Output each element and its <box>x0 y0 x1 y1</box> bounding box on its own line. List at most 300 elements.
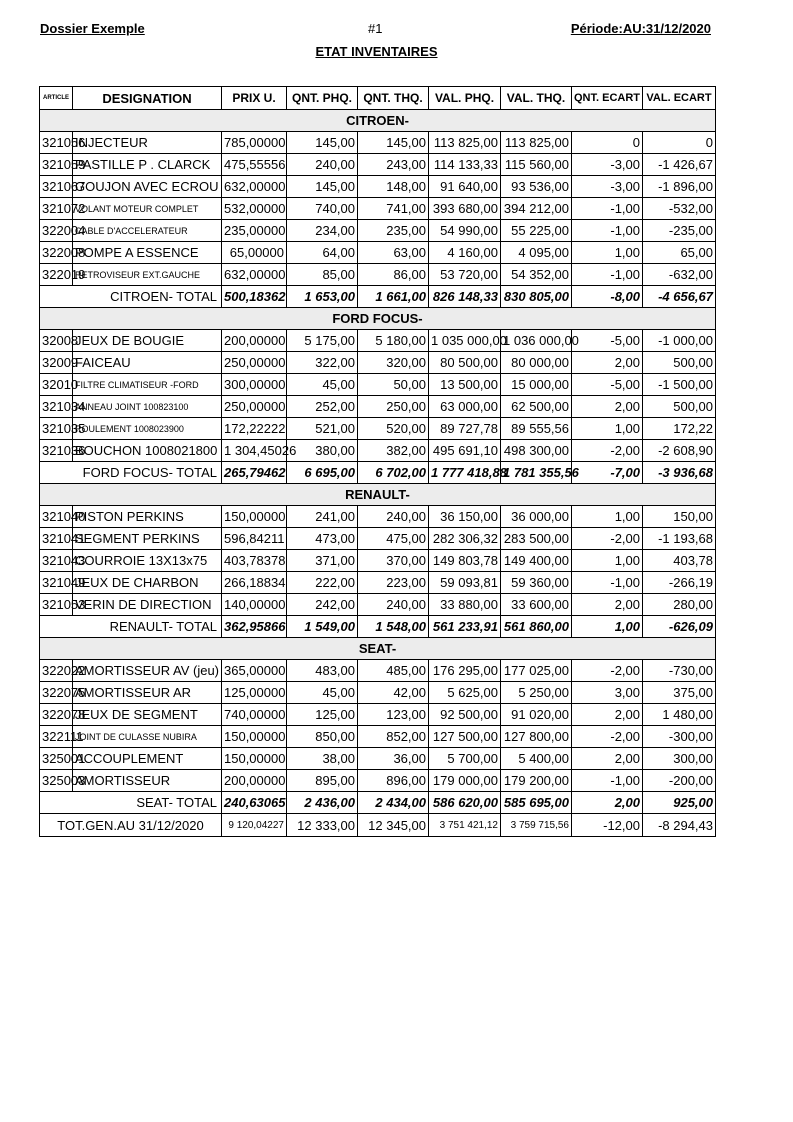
article-code: 321040 <box>40 506 73 528</box>
cell-val-thq: 283 500,00 <box>501 528 572 550</box>
group-total-row <box>40 462 716 484</box>
cell-qnt-ecart: -1,00 <box>572 264 643 286</box>
article-code: 321035 <box>40 418 73 440</box>
article-code: 32010 <box>40 374 73 396</box>
cell-qnt-phq: 45,00 <box>287 374 358 396</box>
table-row <box>40 176 716 198</box>
group-header-row <box>40 484 716 506</box>
cell-val-thq: 1 036 000,00 <box>501 330 572 352</box>
cell-val-thq: 115 560,00 <box>501 154 572 176</box>
cell-val-thq: 59 360,00 <box>501 572 572 594</box>
cell-val-ecart: -1 193,68 <box>643 528 716 550</box>
total-qnt-thq: 2 434,00 <box>358 792 429 814</box>
group-name: FORD FOCUS- <box>40 308 716 330</box>
total-val-ecart: -3 936,68 <box>643 462 716 484</box>
cell-qnt-thq: 5 180,00 <box>358 330 429 352</box>
total-val-thq: 1 781 355,56 <box>501 462 572 484</box>
cell-qnt-phq: 242,00 <box>287 594 358 616</box>
cell-prix: 403,78378 <box>222 550 287 572</box>
cell-prix: 300,00000 <box>222 374 287 396</box>
cell-qnt-thq: 485,00 <box>358 660 429 682</box>
grand-total-val-phq: 3 751 421,12 <box>429 814 501 837</box>
total-qnt-thq: 1 661,00 <box>358 286 429 308</box>
cell-prix: 125,00000 <box>222 682 287 704</box>
cell-val-phq: 127 500,00 <box>429 726 501 748</box>
designation-cell: JEUX DE SEGMENT <box>73 704 222 726</box>
cell-val-thq: 15 000,00 <box>501 374 572 396</box>
cell-qnt-ecart: 2,00 <box>572 594 643 616</box>
article-code: 321067 <box>40 176 73 198</box>
cell-val-thq: 127 800,00 <box>501 726 572 748</box>
cell-qnt-phq: 234,00 <box>287 220 358 242</box>
cell-qnt-ecart: 0 <box>572 132 643 154</box>
cell-val-ecart: -200,00 <box>643 770 716 792</box>
designation-cell: ANNEAU JOINT 100823100 <box>73 396 222 418</box>
cell-val-ecart: 65,00 <box>643 242 716 264</box>
total-val-thq: 585 695,00 <box>501 792 572 814</box>
cell-prix: 200,00000 <box>222 770 287 792</box>
cell-qnt-phq: 145,00 <box>287 176 358 198</box>
period-label: Période:AU:31/12/2020 <box>570 21 711 36</box>
grand-total-row <box>40 814 716 837</box>
table-row <box>40 132 716 154</box>
cell-val-thq: 177 025,00 <box>501 660 572 682</box>
designation-cell: JOINT DE CULASSE NUBIRA <box>73 726 222 748</box>
cell-val-thq: 33 600,00 <box>501 594 572 616</box>
cell-prix: 475,55556 <box>222 154 287 176</box>
designation-cell: AMORTISSEUR <box>73 770 222 792</box>
cell-val-thq: 54 352,00 <box>501 264 572 286</box>
cell-prix: 596,84211 <box>222 528 287 550</box>
cell-qnt-thq: 382,00 <box>358 440 429 462</box>
cell-qnt-ecart: -2,00 <box>572 660 643 682</box>
total-prix: 362,95866 <box>222 616 287 638</box>
cell-val-ecart: -2 608,90 <box>643 440 716 462</box>
cell-prix: 632,00000 <box>222 176 287 198</box>
article-code: 321059 <box>40 154 73 176</box>
article-code: 322008 <box>40 242 73 264</box>
cell-val-ecart: -235,00 <box>643 220 716 242</box>
table-row <box>40 374 716 396</box>
cell-val-phq: 59 093,81 <box>429 572 501 594</box>
total-qnt-phq: 6 695,00 <box>287 462 358 484</box>
designation-cell: RETROVISEUR EXT.GAUCHE <box>73 264 222 286</box>
cell-prix: 65,00000 <box>222 242 287 264</box>
designation-cell: PISTON PERKINS <box>73 506 222 528</box>
cell-val-thq: 93 536,00 <box>501 176 572 198</box>
cell-val-phq: 63 000,00 <box>429 396 501 418</box>
table-row <box>40 396 716 418</box>
article-code: 322004 <box>40 220 73 242</box>
cell-qnt-ecart: -3,00 <box>572 154 643 176</box>
cell-prix: 1 304,45026 <box>222 440 287 462</box>
cell-val-phq: 92 500,00 <box>429 704 501 726</box>
article-code: 32008 <box>40 330 73 352</box>
article-code: 322078 <box>40 704 73 726</box>
article-code: 325003 <box>40 770 73 792</box>
cell-qnt-ecart: -2,00 <box>572 440 643 462</box>
grand-total-prix: 9 120,04227 <box>222 814 287 837</box>
cell-qnt-thq: 42,00 <box>358 682 429 704</box>
cell-qnt-ecart: -2,00 <box>572 528 643 550</box>
total-qnt-ecart: 1,00 <box>572 616 643 638</box>
article-code: 322111 <box>40 726 73 748</box>
cell-qnt-phq: 895,00 <box>287 770 358 792</box>
total-prix: 240,63065 <box>222 792 287 814</box>
group-name: CITROEN- <box>40 110 716 132</box>
cell-qnt-ecart: 1,00 <box>572 418 643 440</box>
cell-prix: 250,00000 <box>222 352 287 374</box>
cell-qnt-phq: 241,00 <box>287 506 358 528</box>
table-row <box>40 528 716 550</box>
table-row <box>40 770 716 792</box>
cell-qnt-thq: 63,00 <box>358 242 429 264</box>
designation-cell: FAICEAU <box>73 352 222 374</box>
grand-total-val-ecart: -8 294,43 <box>643 814 716 837</box>
cell-qnt-ecart: 2,00 <box>572 748 643 770</box>
cell-qnt-phq: 483,00 <box>287 660 358 682</box>
group-header-row <box>40 110 716 132</box>
table-row <box>40 682 716 704</box>
group-header-row <box>40 638 716 660</box>
cell-prix: 740,00000 <box>222 704 287 726</box>
cell-val-ecart: 375,00 <box>643 682 716 704</box>
cell-qnt-phq: 45,00 <box>287 682 358 704</box>
cell-qnt-thq: 86,00 <box>358 264 429 286</box>
designation-cell: GOUJON AVEC ECROU <box>73 176 222 198</box>
cell-prix: 235,00000 <box>222 220 287 242</box>
total-prix: 500,18362 <box>222 286 287 308</box>
article-code: 321053 <box>40 594 73 616</box>
cell-val-phq: 54 990,00 <box>429 220 501 242</box>
cell-qnt-phq: 145,00 <box>287 132 358 154</box>
article-code: 322019 <box>40 264 73 286</box>
designation-cell: SEGMENT PERKINS <box>73 528 222 550</box>
cell-val-thq: 62 500,00 <box>501 396 572 418</box>
cell-val-phq: 53 720,00 <box>429 264 501 286</box>
cell-val-ecart: -730,00 <box>643 660 716 682</box>
total-qnt-thq: 6 702,00 <box>358 462 429 484</box>
table-row <box>40 330 716 352</box>
cell-qnt-phq: 5 175,00 <box>287 330 358 352</box>
cell-qnt-thq: 223,00 <box>358 572 429 594</box>
total-val-ecart: 925,00 <box>643 792 716 814</box>
cell-val-ecart: 500,00 <box>643 352 716 374</box>
designation-cell: CABLE D'ACCELERATEUR <box>73 220 222 242</box>
cell-qnt-ecart: -5,00 <box>572 330 643 352</box>
cell-qnt-thq: 240,00 <box>358 506 429 528</box>
table-row <box>40 704 716 726</box>
cell-qnt-phq: 521,00 <box>287 418 358 440</box>
article-code: 325001 <box>40 748 73 770</box>
group-name: SEAT- <box>40 638 716 660</box>
grand-total-qnt-ecart: -12,00 <box>572 814 643 837</box>
designation-cell: COURROIE 13X13x75 <box>73 550 222 572</box>
cell-qnt-thq: 250,00 <box>358 396 429 418</box>
cell-val-thq: 89 555,56 <box>501 418 572 440</box>
total-val-thq: 830 805,00 <box>501 286 572 308</box>
designation-cell: PASTILLE P . CLARCK <box>73 154 222 176</box>
designation-cell: INJECTEUR <box>73 132 222 154</box>
group-total-label: FORD FOCUS- TOTAL <box>40 462 222 484</box>
total-val-phq: 826 148,33 <box>429 286 501 308</box>
group-total-row <box>40 792 716 814</box>
cell-val-thq: 113 825,00 <box>501 132 572 154</box>
cell-qnt-phq: 322,00 <box>287 352 358 374</box>
total-val-phq: 561 233,91 <box>429 616 501 638</box>
cell-val-phq: 393 680,00 <box>429 198 501 220</box>
cell-qnt-phq: 38,00 <box>287 748 358 770</box>
cell-qnt-thq: 36,00 <box>358 748 429 770</box>
cell-val-ecart: -1 896,00 <box>643 176 716 198</box>
cell-qnt-ecart: -1,00 <box>572 770 643 792</box>
grand-total-qnt-phq: 12 333,00 <box>287 814 358 837</box>
cell-qnt-phq: 380,00 <box>287 440 358 462</box>
total-qnt-phq: 1 653,00 <box>287 286 358 308</box>
designation-cell: AMORTISSEUR AR <box>73 682 222 704</box>
table-row <box>40 726 716 748</box>
cell-qnt-phq: 252,00 <box>287 396 358 418</box>
cell-qnt-thq: 370,00 <box>358 550 429 572</box>
inventory-table <box>39 86 716 837</box>
total-val-phq: 1 777 418,88 <box>429 462 501 484</box>
cell-val-phq: 4 160,00 <box>429 242 501 264</box>
col-header-qnt-phq: QNT. PHQ. <box>287 87 358 110</box>
cell-val-thq: 5 400,00 <box>501 748 572 770</box>
col-header-designation: DESIGNATION <box>73 87 222 110</box>
designation-cell: POMPE A ESSENCE <box>73 242 222 264</box>
cell-val-phq: 113 825,00 <box>429 132 501 154</box>
article-code: 322075 <box>40 682 73 704</box>
cell-val-phq: 114 133,33 <box>429 154 501 176</box>
table-row <box>40 748 716 770</box>
col-header-val-thq: VAL. THQ. <box>501 87 572 110</box>
group-total-row <box>40 286 716 308</box>
cell-prix: 266,18834 <box>222 572 287 594</box>
cell-prix: 150,00000 <box>222 748 287 770</box>
cell-val-ecart: -1 500,00 <box>643 374 716 396</box>
total-qnt-ecart: -8,00 <box>572 286 643 308</box>
cell-val-ecart: -1 000,00 <box>643 330 716 352</box>
total-prix: 265,79462 <box>222 462 287 484</box>
cell-qnt-ecart: 1,00 <box>572 242 643 264</box>
article-code: 322022 <box>40 660 73 682</box>
designation-cell: BOUCHON 1008021800 <box>73 440 222 462</box>
grand-total-val-thq: 3 759 715,56 <box>501 814 572 837</box>
grand-total-qnt-thq: 12 345,00 <box>358 814 429 837</box>
cell-qnt-ecart: -5,00 <box>572 374 643 396</box>
report-title: ETAT INVENTAIRES <box>315 44 438 59</box>
article-code: 321034 <box>40 396 73 418</box>
table-row <box>40 242 716 264</box>
cell-qnt-thq: 852,00 <box>358 726 429 748</box>
cell-qnt-thq: 320,00 <box>358 352 429 374</box>
total-qnt-phq: 1 549,00 <box>287 616 358 638</box>
cell-val-phq: 89 727,78 <box>429 418 501 440</box>
table-row <box>40 220 716 242</box>
cell-qnt-ecart: 2,00 <box>572 704 643 726</box>
cell-qnt-ecart: -3,00 <box>572 176 643 198</box>
cell-qnt-phq: 85,00 <box>287 264 358 286</box>
article-code: 321049 <box>40 572 73 594</box>
dossier-name: Dossier Exemple <box>40 21 145 36</box>
total-qnt-phq: 2 436,00 <box>287 792 358 814</box>
col-header-qnt-thq: QNT. THQ. <box>358 87 429 110</box>
cell-qnt-thq: 123,00 <box>358 704 429 726</box>
cell-qnt-phq: 125,00 <box>287 704 358 726</box>
total-qnt-ecart: -7,00 <box>572 462 643 484</box>
cell-val-phq: 176 295,00 <box>429 660 501 682</box>
group-total-label: RENAULT- TOTAL <box>40 616 222 638</box>
cell-val-ecart: 300,00 <box>643 748 716 770</box>
cell-prix: 785,00000 <box>222 132 287 154</box>
cell-val-thq: 36 000,00 <box>501 506 572 528</box>
designation-cell: JEUX DE BOUGIE <box>73 330 222 352</box>
col-header-article: ARTICLE <box>40 87 73 110</box>
cell-val-ecart: 403,78 <box>643 550 716 572</box>
cell-qnt-ecart: 1,00 <box>572 550 643 572</box>
cell-qnt-thq: 741,00 <box>358 198 429 220</box>
total-val-thq: 561 860,00 <box>501 616 572 638</box>
designation-cell: AMORTISSEUR AV (jeu) <box>73 660 222 682</box>
cell-val-thq: 149 400,00 <box>501 550 572 572</box>
total-val-ecart: -4 656,67 <box>643 286 716 308</box>
cell-qnt-thq: 520,00 <box>358 418 429 440</box>
cell-qnt-phq: 222,00 <box>287 572 358 594</box>
cell-qnt-ecart: -2,00 <box>572 726 643 748</box>
cell-qnt-ecart: -1,00 <box>572 220 643 242</box>
cell-qnt-thq: 235,00 <box>358 220 429 242</box>
cell-val-ecart: 172,22 <box>643 418 716 440</box>
cell-qnt-ecart: 2,00 <box>572 396 643 418</box>
cell-val-phq: 91 640,00 <box>429 176 501 198</box>
cell-val-phq: 282 306,32 <box>429 528 501 550</box>
table-row <box>40 440 716 462</box>
cell-prix: 365,00000 <box>222 660 287 682</box>
table-row <box>40 594 716 616</box>
cell-qnt-ecart: 1,00 <box>572 506 643 528</box>
cell-val-ecart: 0 <box>643 132 716 154</box>
cell-val-thq: 498 300,00 <box>501 440 572 462</box>
cell-val-phq: 36 150,00 <box>429 506 501 528</box>
designation-cell: VOLANT MOTEUR COMPLET <box>73 198 222 220</box>
cell-val-thq: 55 225,00 <box>501 220 572 242</box>
table-row <box>40 352 716 374</box>
table-row <box>40 154 716 176</box>
cell-prix: 172,22222 <box>222 418 287 440</box>
cell-val-phq: 5 700,00 <box>429 748 501 770</box>
cell-prix: 150,00000 <box>222 726 287 748</box>
cell-val-phq: 5 625,00 <box>429 682 501 704</box>
cell-qnt-phq: 371,00 <box>287 550 358 572</box>
total-qnt-thq: 1 548,00 <box>358 616 429 638</box>
total-qnt-ecart: 2,00 <box>572 792 643 814</box>
cell-qnt-ecart: 2,00 <box>572 352 643 374</box>
cell-qnt-phq: 64,00 <box>287 242 358 264</box>
cell-prix: 150,00000 <box>222 506 287 528</box>
cell-val-thq: 179 200,00 <box>501 770 572 792</box>
table-row <box>40 198 716 220</box>
cell-qnt-thq: 148,00 <box>358 176 429 198</box>
cell-qnt-thq: 896,00 <box>358 770 429 792</box>
total-val-phq: 586 620,00 <box>429 792 501 814</box>
designation-cell: FILTRE CLIMATISEUR -FORD <box>73 374 222 396</box>
cell-qnt-thq: 50,00 <box>358 374 429 396</box>
group-total-label: CITROEN- TOTAL <box>40 286 222 308</box>
group-name: RENAULT- <box>40 484 716 506</box>
cell-qnt-thq: 145,00 <box>358 132 429 154</box>
cell-val-ecart: -532,00 <box>643 198 716 220</box>
cell-val-phq: 13 500,00 <box>429 374 501 396</box>
designation-cell: ROULEMENT 1008023900 <box>73 418 222 440</box>
cell-prix: 200,00000 <box>222 330 287 352</box>
cell-val-thq: 394 212,00 <box>501 198 572 220</box>
cell-qnt-phq: 850,00 <box>287 726 358 748</box>
cell-val-phq: 33 880,00 <box>429 594 501 616</box>
article-code: 321036 <box>40 440 73 462</box>
col-header-val-ecart: VAL. ECART <box>643 87 716 110</box>
table-row <box>40 418 716 440</box>
col-header-qnt-ecart: QNT. ECART <box>572 87 643 110</box>
cell-val-phq: 179 000,00 <box>429 770 501 792</box>
cell-prix: 250,00000 <box>222 396 287 418</box>
table-header-row <box>40 87 716 110</box>
cell-qnt-ecart: 3,00 <box>572 682 643 704</box>
group-total-label: SEAT- TOTAL <box>40 792 222 814</box>
cell-val-ecart: 500,00 <box>643 396 716 418</box>
cell-val-phq: 495 691,10 <box>429 440 501 462</box>
designation-cell: VERIN DE DIRECTION <box>73 594 222 616</box>
cell-val-thq: 5 250,00 <box>501 682 572 704</box>
table-row <box>40 506 716 528</box>
article-code: 321072 <box>40 198 73 220</box>
cell-qnt-thq: 240,00 <box>358 594 429 616</box>
group-header-row <box>40 308 716 330</box>
grand-total-label: TOT.GEN.AU 31/12/2020 <box>40 814 222 837</box>
group-total-row <box>40 616 716 638</box>
cell-val-ecart: -1 426,67 <box>643 154 716 176</box>
cell-val-ecart: -300,00 <box>643 726 716 748</box>
article-code: 321043 <box>40 550 73 572</box>
cell-val-phq: 80 500,00 <box>429 352 501 374</box>
cell-prix: 532,00000 <box>222 198 287 220</box>
table-row <box>40 550 716 572</box>
cell-qnt-thq: 475,00 <box>358 528 429 550</box>
cell-val-ecart: -266,19 <box>643 572 716 594</box>
cell-val-ecart: 280,00 <box>643 594 716 616</box>
article-code: 321041 <box>40 528 73 550</box>
total-val-ecart: -626,09 <box>643 616 716 638</box>
cell-qnt-phq: 473,00 <box>287 528 358 550</box>
table-row <box>40 660 716 682</box>
designation-cell: ACCOUPLEMENT <box>73 748 222 770</box>
table-row <box>40 264 716 286</box>
article-code: 32009 <box>40 352 73 374</box>
cell-val-phq: 149 803,78 <box>429 550 501 572</box>
cell-qnt-phq: 740,00 <box>287 198 358 220</box>
table-row <box>40 572 716 594</box>
table-body <box>40 110 716 837</box>
cell-qnt-thq: 243,00 <box>358 154 429 176</box>
cell-val-ecart: -632,00 <box>643 264 716 286</box>
article-code: 321056 <box>40 132 73 154</box>
designation-cell: JEUX DE CHARBON <box>73 572 222 594</box>
cell-val-thq: 80 000,00 <box>501 352 572 374</box>
cell-val-thq: 4 095,00 <box>501 242 572 264</box>
cell-val-ecart: 150,00 <box>643 506 716 528</box>
cell-prix: 140,00000 <box>222 594 287 616</box>
page-number: #1 <box>368 21 383 36</box>
